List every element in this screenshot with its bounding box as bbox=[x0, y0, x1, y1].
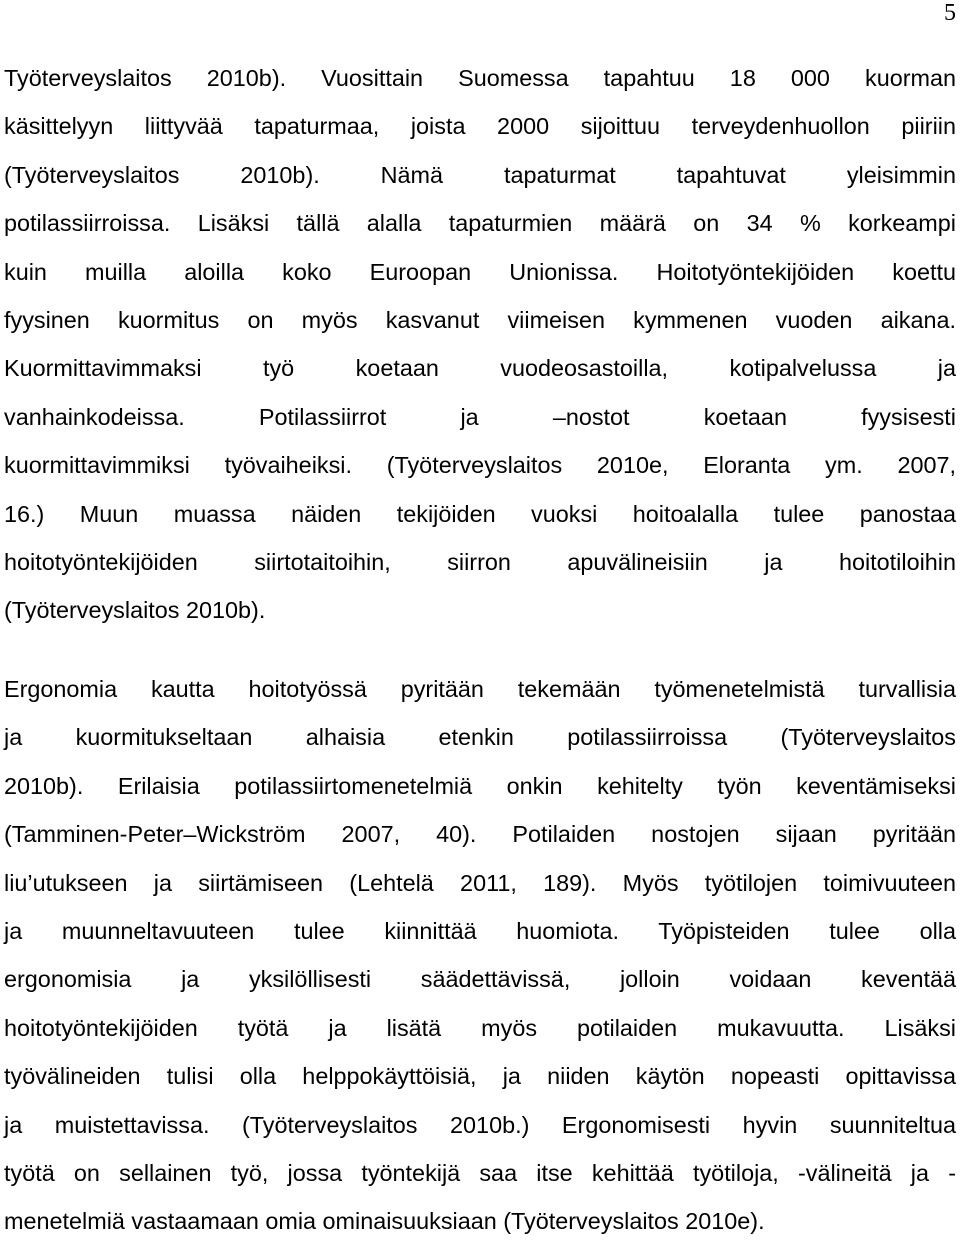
text-line: käsittelyyn liittyvää tapaturmaa, joista 2000 sijoittuu terveydenhuollon piiriin bbox=[4, 113, 956, 140]
text-line: Ergonomia kautta hoitotyössä pyritään tekemään työmenetelmistä turvallisia bbox=[4, 676, 956, 702]
text-line: Kuormittavimmaksi työ koetaan vuodeosastoilla, kotipalvelussa ja bbox=[4, 355, 956, 382]
text-line: hoitotyöntekijöiden siirtotaitoihin, siirron apuvälineisiin ja hoitotiloihin bbox=[4, 548, 956, 575]
text-line: ja kuormitukseltaan alhaisia etenkin potilassiirroissa (Työterveyslaitos bbox=[4, 724, 956, 751]
text-line: (Työterveyslaitos 2010b). bbox=[4, 597, 266, 624]
text-line: työvälineiden tulisi olla helppokäyttöisiä, ja niiden käytön nopeasti opittavissa bbox=[4, 1063, 956, 1090]
page-number: 5 bbox=[944, 0, 956, 26]
text-line: fyysinen kuormitus on myös kasvanut viimeisen kymmenen vuoden aikana. bbox=[4, 306, 956, 333]
text-line: työtä on sellainen työ, jossa työntekijä saa itse kehittää työtiloja, -välineitä ja - bbox=[4, 1159, 956, 1186]
paragraph-1 bbox=[4, 54, 956, 635]
text-line: kuin muilla aloilla koko Euroopan Unionissa. Hoitotyöntekijöiden koettu bbox=[4, 258, 956, 285]
text-line: (Tamminen-Peter–Wickström 2007, 40). Potilaiden nostojen sijaan pyritään bbox=[4, 821, 956, 848]
text-line: 2010b). Erilaisia potilassiirtomenetelmiä onkin kehitelty työn keventämiseksi bbox=[4, 772, 956, 799]
paragraph-2 bbox=[4, 665, 956, 1246]
text-line: ja muunneltavuuteen tulee kiinnittää huomiota. Työpisteiden tulee olla bbox=[4, 917, 956, 944]
text-line: vanhainkodeissa. Potilassiirrot ja –nostot koetaan fyysisesti bbox=[4, 403, 956, 430]
text-line: hoitotyöntekijöiden työtä ja lisätä myös potilaiden mukavuutta. Lisäksi bbox=[4, 1014, 956, 1041]
text-line: ja muistettavissa. (Työterveyslaitos 2010b.) Ergonomisesti hyvin suunniteltua bbox=[4, 1111, 956, 1138]
text-line: 16.) Muun muassa näiden tekijöiden vuoksi hoitoalalla tulee panostaa bbox=[4, 500, 956, 527]
text-line: kuormittavimmiksi työvaiheiksi. (Työterveyslaitos 2010e, Eloranta ym. 2007, bbox=[4, 452, 956, 479]
text-line: potilassiirroissa. Lisäksi tällä alalla tapaturmien määrä on 34 % korkeampi bbox=[4, 210, 956, 237]
text-line: menetelmiä vastaamaan omia ominaisuuksiaan (Työterveyslaitos 2010e). bbox=[4, 1208, 765, 1235]
text-line: (Työterveyslaitos 2010b). Nämä tapaturmat tapahtuvat yleisimmin bbox=[4, 161, 956, 188]
text-line: Työterveyslaitos 2010b). Vuosittain Suomessa tapahtuu 18 000 kuorman bbox=[4, 65, 956, 91]
text-line: liu’utukseen ja siirtämiseen (Lehtelä 2011, 189). Myös työtilojen toimivuuteen bbox=[4, 869, 956, 896]
text-line: ergonomisia ja yksilöllisesti säädettävissä, jolloin voidaan keventää bbox=[4, 966, 956, 993]
